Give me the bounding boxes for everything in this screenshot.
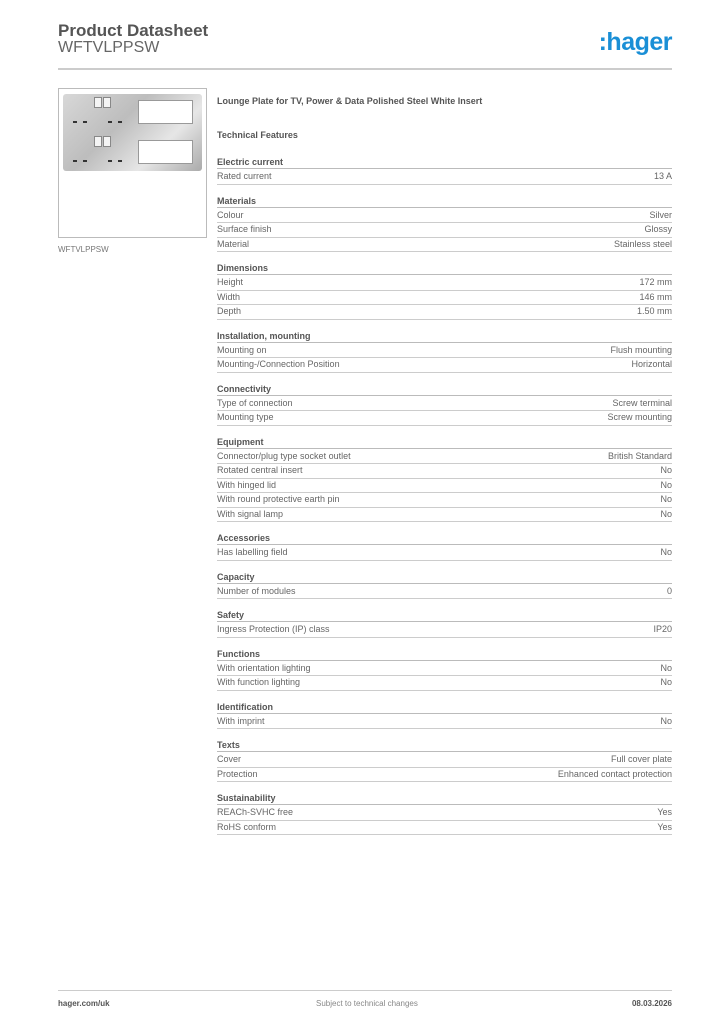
spec-row bbox=[217, 291, 672, 306]
footer-date: 08.03.2026 bbox=[631, 999, 672, 1008]
spec-label: Connector/plug type socket outlet bbox=[217, 450, 351, 461]
spec-row bbox=[217, 238, 672, 253]
spec-label: Material bbox=[217, 238, 250, 249]
section-heading: Electric current bbox=[217, 156, 672, 169]
spec-section bbox=[217, 262, 672, 320]
spec-row bbox=[217, 676, 672, 691]
spec-section bbox=[217, 609, 672, 638]
spec-value: No bbox=[660, 508, 672, 519]
spec-label: With signal lamp bbox=[217, 508, 284, 519]
spec-label: Mounting on bbox=[217, 344, 267, 355]
spec-row bbox=[217, 358, 672, 373]
spec-label: Mounting type bbox=[217, 412, 274, 422]
spec-value: Glossy bbox=[644, 224, 672, 234]
spec-label: Depth bbox=[217, 306, 242, 316]
section-heading: Functions bbox=[217, 648, 672, 661]
spec-label: Ingress Protection (IP) class bbox=[217, 624, 330, 634]
spec-section bbox=[217, 330, 672, 373]
spec-section bbox=[217, 532, 672, 561]
spec-row bbox=[217, 753, 672, 768]
spec-value: Silver bbox=[649, 209, 672, 220]
spec-value: No bbox=[660, 465, 672, 475]
spec-label: Rotated central insert bbox=[217, 465, 303, 475]
spec-section bbox=[217, 383, 672, 426]
spec-section bbox=[217, 792, 672, 835]
spec-label: Width bbox=[217, 291, 241, 302]
spec-label: REACh-SVHC free bbox=[217, 807, 294, 817]
spec-label: With function lighting bbox=[217, 677, 301, 687]
spec-row bbox=[217, 806, 672, 821]
spec-row bbox=[217, 585, 672, 600]
spec-row bbox=[217, 768, 672, 783]
spec-section bbox=[217, 571, 672, 600]
spec-label: With hinged lid bbox=[217, 479, 277, 490]
section-heading: Accessories bbox=[217, 532, 672, 545]
product-image bbox=[58, 88, 207, 238]
product-name: Lounge Plate for TV, Power & Data Polished Steel White Insert bbox=[217, 96, 483, 106]
spec-label: Mounting-/Connection Position bbox=[217, 359, 340, 369]
footer-note: Subject to technical changes bbox=[316, 999, 418, 1008]
section-heading: Safety bbox=[217, 609, 672, 622]
spec-value: 0 bbox=[666, 585, 672, 596]
spec-row bbox=[217, 662, 672, 677]
spec-section bbox=[217, 739, 672, 782]
spec-value: No bbox=[660, 547, 672, 557]
product-code: WFTVLPPSW bbox=[58, 39, 160, 56]
spec-row bbox=[217, 479, 672, 494]
section-heading: Installation, mounting bbox=[217, 330, 672, 343]
spec-value: Screw terminal bbox=[612, 397, 672, 408]
spec-label: Type of connection bbox=[217, 397, 293, 408]
spec-label: With imprint bbox=[217, 715, 265, 726]
spec-value: Flush mounting bbox=[610, 344, 672, 355]
spec-row bbox=[217, 623, 672, 638]
section-heading: Sustainability bbox=[217, 792, 672, 805]
spec-value: Stainless steel bbox=[613, 238, 672, 249]
section-heading: Capacity bbox=[217, 571, 672, 584]
spec-label: Rated current bbox=[217, 171, 272, 181]
spec-section bbox=[217, 156, 672, 185]
technical-features-heading: Technical Features bbox=[217, 130, 298, 140]
spec-label: Height bbox=[217, 277, 244, 287]
spec-label: Protection bbox=[217, 768, 258, 779]
hager-logo: :hager bbox=[598, 28, 672, 56]
page-title: Product Datasheet bbox=[58, 21, 209, 40]
spec-section bbox=[217, 195, 672, 253]
section-heading: Identification bbox=[217, 701, 672, 714]
spec-value: 1.50 mm bbox=[636, 306, 672, 316]
spec-row bbox=[217, 546, 672, 561]
spec-value: Enhanced contact protection bbox=[557, 768, 672, 779]
image-caption: WFTVLPPSW bbox=[58, 245, 109, 254]
spec-row bbox=[217, 411, 672, 426]
spec-row bbox=[217, 493, 672, 508]
spec-row bbox=[217, 276, 672, 291]
spec-value: 172 mm bbox=[639, 277, 672, 287]
spec-row bbox=[217, 209, 672, 224]
spec-value: Yes bbox=[657, 807, 672, 817]
spec-row bbox=[217, 508, 672, 523]
spec-value: No bbox=[660, 715, 672, 726]
header-divider bbox=[58, 68, 672, 70]
spec-label: With round protective earth pin bbox=[217, 494, 340, 504]
spec-value: No bbox=[660, 494, 672, 504]
spec-section bbox=[217, 701, 672, 730]
spec-row bbox=[217, 821, 672, 836]
spec-value: IP20 bbox=[653, 624, 672, 634]
footer-website: hager.com/uk bbox=[58, 999, 110, 1008]
spec-row bbox=[217, 464, 672, 479]
section-heading: Texts bbox=[217, 739, 672, 752]
spec-label: Surface finish bbox=[217, 224, 272, 234]
spec-row bbox=[217, 170, 672, 185]
section-heading: Equipment bbox=[217, 436, 672, 449]
spec-label: Number of modules bbox=[217, 585, 296, 596]
section-heading: Dimensions bbox=[217, 262, 672, 275]
spec-value: No bbox=[660, 662, 672, 673]
media-insert bbox=[138, 140, 193, 164]
spec-section bbox=[217, 436, 672, 523]
section-heading: Materials bbox=[217, 195, 672, 208]
lounge-plate-picture bbox=[63, 94, 202, 171]
spec-value: Screw mounting bbox=[607, 412, 672, 422]
footer-divider bbox=[58, 990, 672, 991]
spec-sections bbox=[217, 156, 672, 835]
spec-value: Full cover plate bbox=[610, 754, 672, 764]
spec-section bbox=[217, 648, 672, 691]
spec-row bbox=[217, 305, 672, 320]
spec-value: 146 mm bbox=[639, 291, 672, 302]
spec-row bbox=[217, 715, 672, 730]
spec-value: Yes bbox=[657, 821, 672, 832]
spec-value: British Standard bbox=[607, 450, 672, 461]
spec-value: No bbox=[660, 677, 672, 687]
spec-value: 13 A bbox=[653, 171, 672, 181]
spec-label: Colour bbox=[217, 209, 244, 220]
spec-label: With orientation lighting bbox=[217, 662, 311, 673]
spec-value: No bbox=[660, 479, 672, 490]
spec-label: RoHS conform bbox=[217, 821, 277, 832]
spec-row bbox=[217, 450, 672, 465]
spec-row bbox=[217, 397, 672, 412]
spec-value: Horizontal bbox=[631, 359, 672, 369]
spec-content bbox=[217, 96, 672, 845]
spec-label: Has labelling field bbox=[217, 547, 288, 557]
media-insert bbox=[138, 100, 193, 124]
section-heading: Connectivity bbox=[217, 383, 672, 396]
spec-row bbox=[217, 223, 672, 238]
spec-row bbox=[217, 344, 672, 359]
spec-label: Cover bbox=[217, 754, 242, 764]
